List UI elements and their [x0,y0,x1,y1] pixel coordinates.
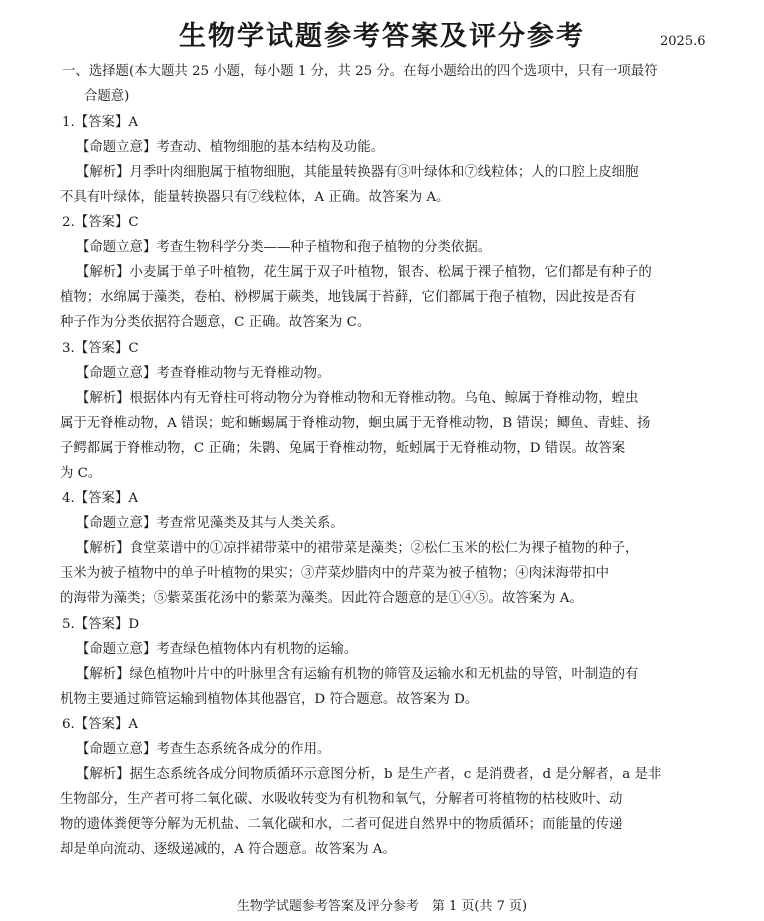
q3-analysis-line: 为 C。 [60,466,102,481]
q3-analysis-line: 【解析】根据体内有无脊柱可将动物分为脊椎动物和无脊椎动物。乌龟、鲸属于脊椎动物，蝗虫 [76,391,639,406]
date-label: 2025.6 [660,34,706,49]
q6-analysis-line: 【解析】据生态系统各成分间物质循环示意图分析，b 是生产者，c 是消费者，d 是分解者，a 是非 [76,767,662,782]
q2-analysis-line: 【解析】小麦属于单子叶植物，花生属于双子叶植物，银杏、松属于裸子植物，它们都是有种子的 [76,265,652,280]
q4-analysis-line: 的海带为藻类；⑤紫菜蛋花汤中的紫菜为藻类。因此符合题意的是①④⑤。故答案为 A。 [60,591,583,606]
q6-analysis-line: 却是单向流动、逐级递减的，A 符合题意。故答案为 A。 [60,842,396,857]
q3-intent: 【命题立意】考查脊椎动物与无脊椎动物。 [76,366,331,381]
q3-answer: 3.【答案】C [62,341,139,356]
q6-intent: 【命题立意】考查生态系统各成分的作用。 [76,742,331,757]
q3-analysis-line: 属于无脊椎动物，A 错误；蛇和蜥蜴属于脊椎动物，蛔虫属于无脊椎动物，B 错误；鲫鱼、青蛙、扬 [60,416,651,431]
q6-answer: 6.【答案】A [62,717,139,732]
section-heading-cont: 合题意) [84,89,130,104]
q2-analysis-line: 植物；水绵属于藻类，卷柏、桫椤属于蕨类，地钱属于苔藓，它们都属于孢子植物，因此按是否有 [60,290,636,305]
q1-analysis-line: 不具有叶绿体，能量转换器只有⑦线粒体，A 正确。故答案为 A。 [60,190,450,205]
q2-intent: 【命题立意】考查生物科学分类——种子植物和孢子植物的分类依据。 [76,240,492,255]
q5-analysis-line: 【解析】绿色植物叶片中的叶脉里含有运输有机物的筛管及运输水和无机盐的导管，叶制造的有 [76,667,639,682]
q4-answer: 4.【答案】A [62,491,139,506]
q6-analysis-line: 物的遗体粪便等分解为无机盐、二氧化碳和水，二者可促进自然界中的物质循环；而能量的传递 [60,817,623,832]
q4-intent: 【命题立意】考查常见藻类及其与人类关系。 [76,516,344,531]
q3-analysis-line: 子鳄都属于脊椎动物，C 正确；朱鹮、兔属于脊椎动物，蚯蚓属于无脊椎动物，D 错误。故答案 [60,441,626,456]
q5-answer: 5.【答案】D [62,617,140,632]
q1-intent: 【命题立意】考查动、植物细胞的基本结构及功能。 [76,140,384,155]
q2-answer: 2.【答案】C [62,215,139,230]
q2-analysis-line: 种子作为分类依据符合题意，C 正确。故答案为 C。 [60,315,371,330]
section-heading: 一、选择题(本大题共 25 小题，每小题 1 分，共 25 分。在每小题给出的四个选项中，只有一项最符 [62,64,658,79]
q5-analysis-line: 机物主要通过筛管运输到植物体其他器官，D 符合题意。故答案为 D。 [60,692,479,707]
q1-answer: 1.【答案】A [62,115,139,130]
q4-analysis-line: 玉米为被子植物中的单子叶植物的果实；③芹菜炒腊肉中的芹菜为被子植物；④肉沫海带扣中 [60,566,610,581]
page-title: 生物学试题参考答案及评分参考 [179,21,585,52]
page-footer: 生物学试题参考答案及评分参考 第 1 页(共 7 页) [236,899,528,914]
q6-analysis-line: 生物部分，生产者可将二氧化碳、水吸收转变为有机物和氧气，分解者可将植物的枯枝败叶、动 [60,792,623,807]
q4-analysis-line: 【解析】食堂菜谱中的①凉拌裙带菜中的裙带菜是藻类；②松仁玉米的松仁为裸子植物的种子， [76,541,639,556]
q5-intent: 【命题立意】考查绿色植物体内有机物的运输。 [76,642,358,657]
q1-analysis-line: 【解析】月季叶肉细胞属于植物细胞，其能量转换器有③叶绿体和⑦线粒体；人的口腔上皮细胞 [76,165,639,180]
